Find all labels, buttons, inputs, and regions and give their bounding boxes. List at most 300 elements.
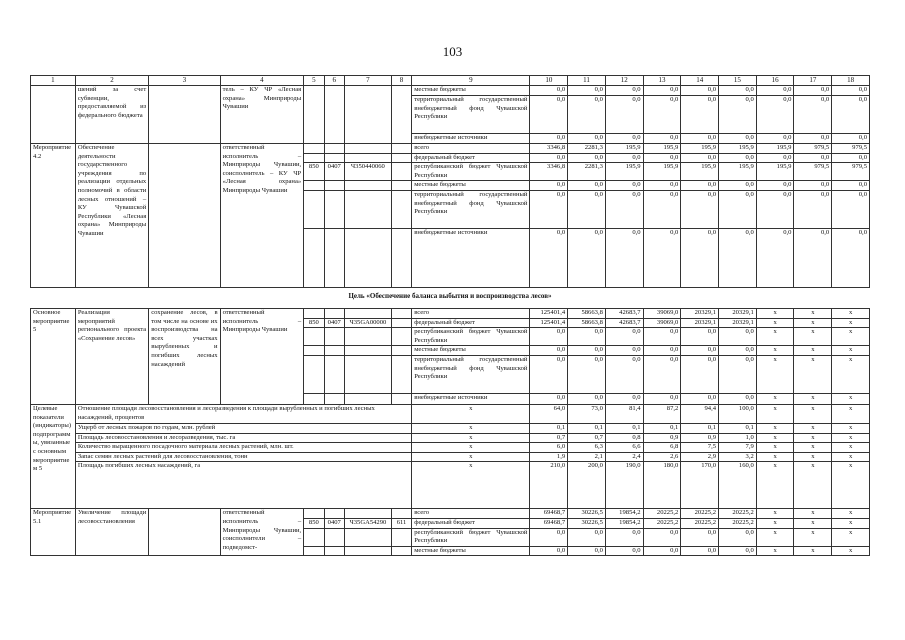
table-cell (149, 86, 220, 144)
value-cell: 69468,7 (530, 509, 568, 519)
value-cell: 0,0 (832, 190, 870, 228)
executor-cell: ответственный исполнитель – Минприроды Чувашии, соисполнители – подведомст- (220, 509, 304, 556)
funding-source-cell: всего (412, 144, 530, 154)
column-header: 6 (324, 76, 344, 86)
value-cell: 0,0 (643, 528, 681, 546)
table-cell (324, 190, 344, 228)
header-row (31, 76, 870, 86)
indicator-row (31, 452, 870, 462)
value-cell: x (756, 423, 794, 433)
value-cell: x (756, 546, 794, 556)
value-cell: 0,1 (605, 423, 643, 433)
funding-source-cell: федеральный бюджет (412, 153, 530, 163)
table-cell (31, 86, 76, 144)
value-cell: 0,0 (681, 546, 719, 556)
value-cell: 73,0 (568, 404, 606, 423)
table-row (31, 308, 870, 318)
table-cell (391, 86, 411, 144)
value-cell: 160,0 (719, 462, 757, 509)
value-cell: 0,0 (719, 528, 757, 546)
value-cell: 0,0 (643, 546, 681, 556)
value-cell: x (794, 443, 832, 453)
funding-source-cell: территориальный государственный внебюджетный фонд Чувашской Республики (412, 96, 530, 134)
value-cell: 0,0 (530, 546, 568, 556)
executor-cell: ответственный исполнитель – Минприроды Чувашии (220, 308, 304, 404)
value-cell: 2,9 (681, 452, 719, 462)
value-cell: x (794, 518, 832, 528)
value-cell: x (756, 328, 794, 346)
column-header: 17 (794, 76, 832, 86)
indicator-label-cell: Ущерб от лесных пожаров по годам, млн. рублей (75, 423, 411, 433)
value-cell: 20225,2 (681, 509, 719, 519)
table-cell (391, 546, 411, 556)
table-cell (304, 228, 324, 287)
indicator-mark-cell: x (412, 433, 530, 443)
value-cell: 0,0 (530, 134, 568, 144)
value-cell: 0,0 (568, 86, 606, 96)
value-cell: x (794, 404, 832, 423)
value-cell: 0,0 (832, 181, 870, 191)
table-cell (391, 328, 411, 346)
value-cell: 0,0 (794, 228, 832, 287)
column-header: 13 (643, 76, 681, 86)
value-cell: x (832, 318, 870, 328)
value-cell: x (832, 328, 870, 346)
value-cell: x (756, 443, 794, 453)
table-cell (344, 509, 391, 519)
value-cell: 0,0 (605, 134, 643, 144)
funding-source-cell: федеральный бюджет (412, 518, 530, 528)
value-cell: 979,5 (794, 163, 832, 181)
value-cell: 195,9 (643, 163, 681, 181)
code-cell: 611 (391, 518, 411, 528)
value-cell: 979,5 (832, 144, 870, 154)
value-cell: 1,0 (719, 433, 757, 443)
table-cell (391, 528, 411, 546)
table-cell (324, 144, 344, 154)
value-cell: x (756, 393, 794, 404)
value-cell: x (832, 452, 870, 462)
table-cell (391, 509, 411, 519)
value-cell: 0,0 (756, 228, 794, 287)
value-cell: 195,9 (719, 144, 757, 154)
table-cell (324, 86, 344, 144)
table-cell (304, 153, 324, 163)
value-cell: x (832, 443, 870, 453)
indicator-label-cell: Количество выращенного посадочного материала лесных растений, млн. шт. (75, 443, 411, 453)
table-cell (304, 546, 324, 556)
measure-name-cell: Увеличение площади лесовосстановления (75, 509, 148, 556)
value-cell: 979,5 (832, 163, 870, 181)
value-cell: 20225,2 (719, 509, 757, 519)
value-cell: 42683,7 (605, 318, 643, 328)
value-cell: 0,0 (681, 181, 719, 191)
table-cell (344, 144, 391, 154)
table-cell (324, 346, 344, 356)
value-cell: 0,0 (643, 181, 681, 191)
table-cell (304, 528, 324, 546)
value-cell: 3,2 (719, 452, 757, 462)
value-cell: 0,0 (643, 86, 681, 96)
funding-source-cell: внебюджетные источники (412, 134, 530, 144)
value-cell: 210,0 (530, 462, 568, 509)
table-cell (391, 153, 411, 163)
value-cell: 42683,7 (605, 308, 643, 318)
table-cell (391, 228, 411, 287)
value-cell: x (832, 462, 870, 509)
code-cell: 850 (304, 163, 324, 181)
value-cell: 0,0 (568, 393, 606, 404)
column-header: 7 (344, 76, 391, 86)
value-cell: 7,5 (681, 443, 719, 453)
value-cell: x (756, 452, 794, 462)
code-cell (391, 318, 411, 328)
indicator-row (31, 462, 870, 509)
expected-result-cell: сохранение лесов, в том числе на основе их воспроизводства на всех участках вырубленных и погибших лесных насаждений (149, 308, 220, 404)
value-cell: 0,0 (568, 96, 606, 134)
funding-source-cell: местные бюджеты (412, 86, 530, 96)
column-header: 16 (756, 76, 794, 86)
value-cell: 6,8 (643, 443, 681, 453)
table-cell (344, 190, 391, 228)
funding-source-cell: территориальный государственный внебюджетный фонд Чувашской Республики (412, 355, 530, 393)
table-cell (344, 153, 391, 163)
value-cell: 0,0 (756, 96, 794, 134)
column-header: 18 (832, 76, 870, 86)
value-cell: x (794, 355, 832, 393)
value-cell: 39069,0 (643, 318, 681, 328)
measure-name-cell: шений за счет субвенции, предоставляемой из федерального бюджета (75, 86, 148, 144)
value-cell: 19854,2 (605, 518, 643, 528)
value-cell: 0,0 (719, 355, 757, 393)
value-cell: 6,3 (568, 443, 606, 453)
value-cell: 94,4 (681, 404, 719, 423)
value-cell: 0,0 (719, 190, 757, 228)
value-cell: 0,0 (643, 153, 681, 163)
value-cell: 3346,8 (530, 163, 568, 181)
value-cell: 58663,8 (568, 308, 606, 318)
value-cell: 2281,3 (568, 163, 606, 181)
measure-name-cell: Обеспечение деятельности государственного учреждения по реализации отдельных полномочий в области лесных отношений – КУ Чувашской Республики «Лесная охрана» Минприроды Чувашии (75, 144, 148, 288)
value-cell: 30226,5 (568, 518, 606, 528)
value-cell: 19854,2 (605, 509, 643, 519)
value-cell: 2,4 (605, 452, 643, 462)
indicator-mark-cell: x (412, 423, 530, 433)
table-cell (304, 355, 324, 393)
value-cell: x (832, 433, 870, 443)
value-cell: 0,0 (681, 96, 719, 134)
value-cell: 0,0 (719, 134, 757, 144)
table-cell (324, 528, 344, 546)
funding-source-cell: внебюджетные источники (412, 393, 530, 404)
table-cell (344, 393, 391, 404)
value-cell: 0,0 (756, 153, 794, 163)
table-cell (391, 355, 411, 393)
value-cell: 20329,1 (681, 318, 719, 328)
value-cell: 0,0 (681, 228, 719, 287)
indicator-mark-cell: x (412, 443, 530, 453)
value-cell: x (832, 528, 870, 546)
value-cell: 0,0 (605, 86, 643, 96)
value-cell: 20329,1 (719, 308, 757, 318)
column-header: 14 (681, 76, 719, 86)
value-cell: 1,9 (530, 452, 568, 462)
value-cell: 0,0 (794, 96, 832, 134)
table-cell (304, 393, 324, 404)
indicator-label-cell: Площадь погибших лесных насаждений, га (75, 462, 411, 509)
value-cell: x (756, 346, 794, 356)
value-cell: 0,0 (643, 190, 681, 228)
column-header: 4 (220, 76, 304, 86)
table-cell (324, 328, 344, 346)
value-cell: 0,0 (794, 181, 832, 191)
value-cell: 0,0 (681, 153, 719, 163)
measure-number-cell: Мероприятие 4.2 (31, 144, 76, 288)
table-cell (304, 181, 324, 191)
indicator-group-cell: Целевые показатели (индикаторы) подпрограммы, увязанные с основным мероприятием 5 (31, 404, 76, 508)
value-cell: 6,6 (605, 443, 643, 453)
value-cell: x (832, 518, 870, 528)
table-cell (344, 528, 391, 546)
table-cell (344, 328, 391, 346)
value-cell: 0,8 (605, 433, 643, 443)
value-cell: 0,0 (605, 228, 643, 287)
value-cell: 0,0 (568, 328, 606, 346)
value-cell: x (832, 546, 870, 556)
goal-heading: Цель «Обеспечение баланса выбытия и воспроизводства лесов» (31, 287, 870, 308)
value-cell: 0,0 (794, 134, 832, 144)
value-cell: 0,0 (643, 346, 681, 356)
value-cell: 0,0 (530, 528, 568, 546)
table-cell (391, 393, 411, 404)
value-cell: 3346,8 (530, 144, 568, 154)
table-cell (304, 308, 324, 318)
funding-source-cell: местные бюджеты (412, 546, 530, 556)
value-cell: 0,0 (832, 86, 870, 96)
table-cell (344, 546, 391, 556)
table-cell (391, 144, 411, 154)
value-cell: x (794, 346, 832, 356)
value-cell: 195,9 (605, 144, 643, 154)
funding-source-cell: республиканский бюджет Чувашской Республики (412, 528, 530, 546)
indicator-row (31, 443, 870, 453)
value-cell: 0,0 (530, 181, 568, 191)
value-cell: 0,0 (794, 86, 832, 96)
table-cell (324, 308, 344, 318)
value-cell: 0,0 (530, 393, 568, 404)
funding-source-cell: республиканский бюджет Чувашской Республики (412, 163, 530, 181)
value-cell: 0,0 (530, 355, 568, 393)
value-cell: 0,0 (719, 86, 757, 96)
value-cell: 0,0 (719, 546, 757, 556)
table-row (31, 509, 870, 519)
value-cell: 190,0 (605, 462, 643, 509)
value-cell: 0,1 (681, 423, 719, 433)
column-header: 15 (719, 76, 757, 86)
code-cell: 0407 (324, 163, 344, 181)
value-cell: 0,0 (605, 346, 643, 356)
table-cell (344, 308, 391, 318)
value-cell: 0,0 (719, 346, 757, 356)
table-cell (304, 509, 324, 519)
table-cell (344, 86, 391, 144)
value-cell: x (756, 433, 794, 443)
value-cell: 180,0 (643, 462, 681, 509)
value-cell: 0,0 (568, 346, 606, 356)
value-cell: 0,0 (530, 96, 568, 134)
value-cell: x (794, 308, 832, 318)
value-cell: 0,0 (719, 328, 757, 346)
table-cell (304, 86, 324, 144)
funding-source-cell: всего (412, 308, 530, 318)
table-cell (304, 328, 324, 346)
value-cell: 0,0 (605, 181, 643, 191)
table-cell (324, 228, 344, 287)
value-cell: 0,0 (568, 190, 606, 228)
funding-source-cell: внебюджетные источники (412, 228, 530, 287)
value-cell: 0,0 (643, 228, 681, 287)
column-header: 3 (149, 76, 220, 86)
value-cell: 0,0 (530, 86, 568, 96)
indicator-label-cell: Площадь лесовосстановления и лесоразведения, тыс. га (75, 433, 411, 443)
column-header: 12 (605, 76, 643, 86)
value-cell: 87,2 (643, 404, 681, 423)
value-cell: 0,0 (832, 228, 870, 287)
value-cell: 0,0 (568, 228, 606, 287)
value-cell: 0,0 (643, 355, 681, 393)
value-cell: 100,0 (719, 404, 757, 423)
value-cell: 0,0 (681, 346, 719, 356)
indicator-label-cell: Запас семян лесных растений для лесовосстановления, тонн (75, 452, 411, 462)
value-cell: 0,0 (681, 190, 719, 228)
value-cell: x (756, 528, 794, 546)
code-cell: 0407 (324, 318, 344, 328)
value-cell: 0,1 (719, 423, 757, 433)
table-row (31, 144, 870, 154)
value-cell: x (794, 452, 832, 462)
value-cell: 0,0 (719, 153, 757, 163)
indicator-row (31, 433, 870, 443)
value-cell: 0,0 (568, 355, 606, 393)
page-number: 103 (442, 44, 463, 59)
table-cell (391, 190, 411, 228)
value-cell: 195,9 (756, 144, 794, 154)
indicator-mark-cell: x (412, 462, 530, 509)
code-cell: 0407 (324, 518, 344, 528)
value-cell: x (832, 393, 870, 404)
code-cell: 850 (304, 318, 324, 328)
table-cell (391, 346, 411, 356)
funding-source-cell: всего (412, 509, 530, 519)
value-cell: 979,5 (794, 144, 832, 154)
value-cell: x (794, 433, 832, 443)
value-cell: x (794, 462, 832, 509)
value-cell: 20225,2 (719, 518, 757, 528)
value-cell: x (832, 423, 870, 433)
indicator-mark-cell: x (412, 404, 530, 423)
value-cell: 2,1 (568, 452, 606, 462)
value-cell: 2281,3 (568, 144, 606, 154)
table-row (31, 86, 870, 96)
column-header: 5 (304, 76, 324, 86)
value-cell: 0,0 (719, 228, 757, 287)
table-cell (344, 346, 391, 356)
value-cell: 20329,1 (681, 308, 719, 318)
value-cell: x (794, 318, 832, 328)
value-cell: x (832, 355, 870, 393)
value-cell: 0,0 (681, 528, 719, 546)
value-cell: 0,9 (643, 433, 681, 443)
value-cell: 195,9 (756, 163, 794, 181)
value-cell: 0,0 (605, 528, 643, 546)
value-cell: x (756, 509, 794, 519)
column-header: 11 (568, 76, 606, 86)
code-cell: 850 (304, 518, 324, 528)
value-cell: 0,0 (643, 96, 681, 134)
value-cell: 0,0 (832, 96, 870, 134)
value-cell: x (756, 404, 794, 423)
value-cell: 0,0 (681, 393, 719, 404)
value-cell: 0,1 (643, 423, 681, 433)
table-cell (304, 190, 324, 228)
value-cell: 7,9 (719, 443, 757, 453)
value-cell: 20225,2 (643, 518, 681, 528)
value-cell: 0,0 (530, 153, 568, 163)
value-cell: 0,0 (719, 96, 757, 134)
table-cell (324, 153, 344, 163)
value-cell: x (756, 462, 794, 509)
value-cell: 0,0 (605, 153, 643, 163)
table-cell (344, 228, 391, 287)
value-cell: 0,0 (832, 153, 870, 163)
value-cell: 0,0 (605, 355, 643, 393)
table-cell (149, 509, 220, 556)
funding-source-cell: республиканский бюджет Чувашской Республики (412, 328, 530, 346)
measure-number-cell: Мероприятие 5.1 (31, 509, 76, 556)
value-cell: 125401,4 (530, 308, 568, 318)
value-cell: 0,0 (530, 190, 568, 228)
value-cell: 39069,0 (643, 308, 681, 318)
budget-table-container (30, 75, 870, 556)
value-cell: 195,9 (681, 163, 719, 181)
value-cell: 0,0 (530, 228, 568, 287)
indicator-row (31, 404, 870, 423)
value-cell: 0,9 (681, 433, 719, 443)
funding-source-cell: местные бюджеты (412, 346, 530, 356)
code-cell: Ч350440060 (344, 163, 391, 181)
value-cell: x (794, 546, 832, 556)
budget-table (30, 75, 870, 556)
table-cell (344, 355, 391, 393)
value-cell: 20329,1 (719, 318, 757, 328)
value-cell: 0,7 (530, 433, 568, 443)
column-header: 10 (530, 76, 568, 86)
table-cell (304, 346, 324, 356)
column-header: 8 (391, 76, 411, 86)
value-cell: 0,0 (643, 134, 681, 144)
value-cell: 195,9 (605, 163, 643, 181)
executor-cell: тель – КУ ЧР «Лесная охрана» Минприроды Чувашии (220, 86, 304, 144)
value-cell: 20225,2 (681, 518, 719, 528)
code-cell: Ч35GA00000 (344, 318, 391, 328)
value-cell: 0,7 (568, 433, 606, 443)
column-header: 9 (412, 76, 530, 86)
value-cell: 0,0 (605, 328, 643, 346)
value-cell: 195,9 (643, 144, 681, 154)
value-cell: 0,0 (794, 190, 832, 228)
value-cell: 0,0 (681, 134, 719, 144)
funding-source-cell: местные бюджеты (412, 181, 530, 191)
